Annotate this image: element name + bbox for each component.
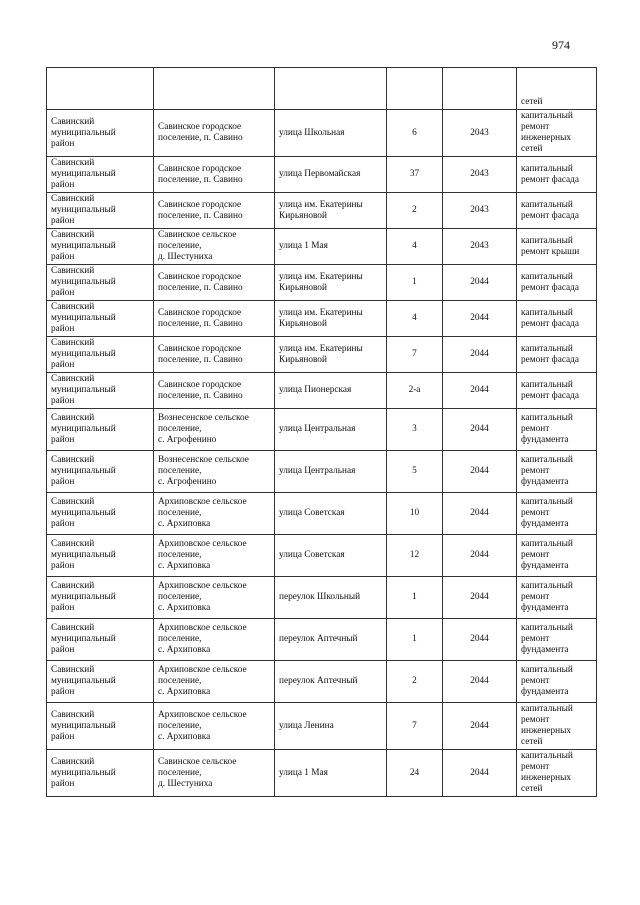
cell-work-type-line: капитальный	[521, 307, 573, 318]
cell-district-line: район	[51, 603, 75, 613]
cell-district-line: район	[51, 324, 75, 334]
cell-house-number: 10	[387, 493, 443, 535]
cell-district-line: муниципальный	[51, 169, 116, 179]
cell-street-line: улица им. Екатерины	[279, 343, 363, 354]
cell-district	[47, 577, 154, 619]
cell-settlement-line: Савинское сельское	[158, 756, 237, 767]
cell-settlement-line: Савинское городское	[158, 199, 242, 210]
cell-district-line: район	[51, 288, 75, 298]
cell-settlement	[154, 703, 275, 750]
cell-settlement-line: Савинское сельское	[158, 230, 237, 240]
cell-work-type-line: сетей	[521, 97, 543, 107]
cell-year: 2043	[443, 110, 517, 157]
cell-district-line: муниципальный	[51, 592, 116, 602]
cell-district-line: муниципальный	[51, 767, 116, 778]
cell-district-line: район	[51, 778, 75, 789]
table-row	[47, 68, 597, 110]
table-row	[47, 750, 597, 797]
cell-district-line: район	[51, 687, 75, 697]
table-row	[47, 409, 597, 451]
cell-district-line: муниципальный	[51, 205, 116, 215]
cell-street-line: улица им. Екатерины	[279, 307, 363, 318]
cell-street-line: улица Советская	[279, 508, 345, 518]
cell-district	[47, 661, 154, 703]
cell-settlement-line: поселение,	[158, 241, 202, 251]
cell-work-type-line: фундамента	[521, 645, 569, 655]
cell-district-line: Савинский	[51, 116, 95, 127]
cell-street	[275, 703, 387, 750]
cell-year: 2044	[443, 535, 517, 577]
cell-district-line: Савинский	[51, 158, 95, 168]
cell-district	[47, 535, 154, 577]
cell-settlement	[154, 451, 275, 493]
cell-settlement	[154, 157, 275, 193]
table-row	[47, 577, 597, 619]
cell-work-type-line: инженерных	[521, 133, 571, 143]
cell-settlement-line: Савинское городское	[158, 379, 242, 390]
cell-settlement	[154, 661, 275, 703]
cell-house-number: 2	[387, 193, 443, 229]
cell-district-line: муниципальный	[51, 508, 116, 518]
cell-settlement	[154, 68, 275, 110]
table-row	[47, 301, 597, 337]
cell-work-type-line: капитальный	[521, 235, 573, 246]
cell-work-type	[517, 409, 597, 451]
cell-street	[275, 451, 387, 493]
cell-work-type-line: капитальный	[521, 455, 573, 465]
cell-year: 2043	[443, 229, 517, 265]
cell-work-type-line: фундамента	[521, 687, 569, 697]
cell-year: 2044	[443, 451, 517, 493]
cell-settlement	[154, 265, 275, 301]
cell-district-line: Савинский	[51, 302, 95, 312]
cell-work-type-line: ремонт	[521, 466, 550, 476]
table-row	[47, 193, 597, 229]
cell-settlement-line: с. Архиповка	[158, 645, 211, 655]
cell-work-type-line: капитальный	[521, 704, 573, 714]
cell-work-type	[517, 750, 597, 797]
cell-settlement	[154, 193, 275, 229]
cell-street-line: переулок Школьный	[279, 592, 361, 602]
cell-year: 2044	[443, 493, 517, 535]
table-row	[47, 619, 597, 661]
cell-district-line: район	[51, 216, 75, 226]
cell-work-type	[517, 110, 597, 157]
cell-street-line: улица Центральная	[279, 466, 356, 476]
cell-settlement-line: Савинское городское	[158, 122, 242, 132]
cell-house-number: 1	[387, 577, 443, 619]
cell-street-line: улица им. Екатерины	[279, 271, 363, 282]
cell-district-line: Савинский	[51, 756, 95, 767]
cell-work-type-line: ремонт	[521, 424, 550, 434]
cell-settlement	[154, 619, 275, 661]
cell-settlement-line: поселение,	[158, 592, 202, 602]
table-body	[47, 68, 597, 797]
cell-district-line: муниципальный	[51, 466, 116, 476]
cell-district-line: район	[51, 561, 75, 571]
cell-district-line: муниципальный	[51, 241, 116, 251]
cell-district-line: Савинский	[51, 455, 95, 465]
cell-district-line: район	[51, 252, 75, 262]
cell-district-line: Савинский	[51, 709, 95, 720]
cell-settlement-line: с. Архиповка	[158, 731, 211, 742]
cell-district	[47, 229, 154, 265]
cell-year: 2044	[443, 661, 517, 703]
cell-district	[47, 110, 154, 157]
cell-settlement-line: с. Агрофенино	[158, 435, 217, 445]
cell-work-type	[517, 229, 597, 265]
cell-work-type	[517, 619, 597, 661]
cell-year: 2044	[443, 577, 517, 619]
cell-settlement-line: Архиповское сельское	[158, 665, 247, 675]
cell-work-type-line: ремонт	[521, 634, 550, 644]
cell-settlement-line: Савинское городское	[158, 343, 242, 354]
cell-work-type-line: ремонт фасада	[521, 390, 580, 401]
cell-street-line: улица Первомайская	[279, 169, 361, 179]
cell-settlement-line: поселение,	[158, 720, 202, 731]
cell-settlement	[154, 535, 275, 577]
cell-street	[275, 493, 387, 535]
cell-work-type-line: капитальный	[521, 539, 573, 549]
cell-street-line: улица Школьная	[279, 127, 345, 138]
cell-street-line: переулок Аптечный	[279, 634, 358, 644]
cell-district-line: район	[51, 138, 75, 149]
cell-district	[47, 451, 154, 493]
cell-house-number: 7	[387, 337, 443, 373]
cell-work-type-line: сетей	[521, 144, 543, 154]
cell-district	[47, 157, 154, 193]
cell-district-line: муниципальный	[51, 313, 116, 323]
cell-work-type-line: капитальный	[521, 271, 573, 282]
cell-settlement-line: поселение, п. Савино	[158, 282, 243, 293]
cell-work-type	[517, 157, 597, 193]
cell-district-line: муниципальный	[51, 349, 116, 359]
cell-work-type-line: ремонт	[521, 550, 550, 560]
cell-district-line: Савинский	[51, 266, 95, 276]
cell-settlement-line: Вознесенское сельское	[158, 413, 249, 423]
cell-work-type	[517, 661, 597, 703]
cell-settlement-line: поселение, п. Савино	[158, 318, 243, 329]
cell-street	[275, 110, 387, 157]
cell-street-line: Кирьяновой	[279, 282, 327, 293]
cell-district-line: Савинский	[51, 374, 95, 384]
table-row	[47, 157, 597, 193]
table-row	[47, 535, 597, 577]
cell-work-type-line: капитальный	[521, 111, 573, 121]
cell-work-type-line: капитальный	[521, 665, 573, 675]
cell-work-type	[517, 451, 597, 493]
table-row	[47, 229, 597, 265]
cell-district	[47, 193, 154, 229]
cell-work-type	[517, 301, 597, 337]
cell-work-type-line: ремонт	[521, 592, 550, 602]
cell-street	[275, 265, 387, 301]
cell-work-type-line: капитальный	[521, 343, 573, 354]
cell-settlement-line: поселение,	[158, 634, 202, 644]
cell-district-line: муниципальный	[51, 277, 116, 287]
cell-year: 2044	[443, 373, 517, 409]
cell-settlement-line: поселение, п. Савино	[158, 210, 243, 221]
cell-street-line: улица Центральная	[279, 424, 356, 434]
cell-settlement	[154, 337, 275, 373]
cell-house-number: 37	[387, 157, 443, 193]
cell-work-type-line: ремонт	[521, 715, 550, 725]
cell-work-type-line: капитальный	[521, 379, 573, 390]
table-row	[47, 110, 597, 157]
cell-settlement	[154, 577, 275, 619]
cell-street-line: улица 1 Мая	[279, 241, 328, 251]
cell-settlement	[154, 229, 275, 265]
cell-settlement-line: поселение, п. Савино	[158, 174, 243, 185]
cell-district-line: Савинский	[51, 665, 95, 675]
table-row	[47, 661, 597, 703]
cell-district	[47, 301, 154, 337]
cell-settlement-line: с. Агрофенино	[158, 477, 217, 487]
cell-year: 2044	[443, 301, 517, 337]
cell-district-line: муниципальный	[51, 550, 116, 560]
cell-street	[275, 619, 387, 661]
cell-street-line: улица Пионерская	[279, 385, 352, 395]
cell-district-line: район	[51, 645, 75, 655]
cell-settlement-line: Архиповское сельское	[158, 581, 247, 591]
cell-settlement-line: Вознесенское сельское	[158, 455, 249, 465]
cell-street	[275, 750, 387, 797]
cell-street-line: улица им. Екатерины	[279, 199, 363, 210]
cell-settlement-line: с. Архиповка	[158, 603, 211, 613]
cell-district	[47, 68, 154, 110]
cell-district-line: район	[51, 519, 75, 529]
cell-year: 2044	[443, 337, 517, 373]
cell-settlement-line: Савинское городское	[158, 163, 242, 174]
cell-street	[275, 661, 387, 703]
cell-district-line: муниципальный	[51, 424, 116, 434]
cell-year: 2044	[443, 703, 517, 750]
table-row	[47, 451, 597, 493]
cell-house-number: 4	[387, 301, 443, 337]
cell-district-line: Савинский	[51, 623, 95, 633]
cell-work-type-line: ремонт фасада	[521, 282, 580, 293]
cell-district	[47, 337, 154, 373]
cell-settlement-line: д. Шестуниха	[158, 778, 213, 789]
cell-street	[275, 577, 387, 619]
cell-settlement-line: Архиповское сельское	[158, 709, 247, 720]
cell-year: 2044	[443, 750, 517, 797]
cell-year	[443, 68, 517, 110]
cell-work-type-line: сетей	[521, 737, 543, 747]
cell-work-type-line: фундамента	[521, 603, 569, 613]
page-number: 974	[552, 38, 570, 52]
cell-work-type	[517, 337, 597, 373]
cell-year: 2043	[443, 193, 517, 229]
cell-house-number: 3	[387, 409, 443, 451]
cell-settlement	[154, 301, 275, 337]
cell-district-line: муниципальный	[51, 127, 116, 138]
cell-street-line: улица 1 Мая	[279, 767, 328, 778]
cell-settlement	[154, 493, 275, 535]
cell-work-type	[517, 493, 597, 535]
cell-house-number: 5	[387, 451, 443, 493]
cell-work-type-line: капитальный	[521, 497, 573, 507]
cell-work-type-line: капитальный	[521, 581, 573, 591]
cell-settlement-line: с. Архиповка	[158, 561, 211, 571]
cell-work-type	[517, 703, 597, 750]
cell-settlement-line: д. Шестуниха	[158, 252, 213, 262]
cell-district-line: муниципальный	[51, 676, 116, 686]
cell-work-type	[517, 535, 597, 577]
cell-work-type-line: ремонт фасада	[521, 174, 580, 185]
cell-street	[275, 193, 387, 229]
cell-settlement-line: поселение,	[158, 466, 202, 476]
cell-settlement-line: с. Архиповка	[158, 687, 211, 697]
cell-house-number: 12	[387, 535, 443, 577]
cell-district	[47, 619, 154, 661]
cell-work-type-line: сетей	[521, 784, 543, 794]
cell-street	[275, 373, 387, 409]
cell-street	[275, 409, 387, 451]
table-row	[47, 265, 597, 301]
cell-district-line: район	[51, 396, 75, 406]
cell-district-line: Савинский	[51, 230, 95, 240]
cell-district-line: Савинский	[51, 338, 95, 348]
cell-work-type-line: капитальный	[521, 199, 573, 210]
cell-street	[275, 337, 387, 373]
cell-settlement	[154, 750, 275, 797]
table-row	[47, 337, 597, 373]
cell-work-type-line: ремонт фасада	[521, 210, 580, 221]
cell-work-type-line: фундамента	[521, 561, 569, 571]
cell-work-type-line: ремонт	[521, 762, 550, 772]
cell-house-number	[387, 68, 443, 110]
cell-work-type-line: ремонт фасада	[521, 318, 580, 329]
cell-work-type-line: ремонт фасада	[521, 354, 580, 365]
cell-work-type-line: ремонт	[521, 122, 550, 132]
cell-work-type	[517, 68, 597, 110]
cell-settlement	[154, 110, 275, 157]
cell-work-type-line: капитальный	[521, 623, 573, 633]
cell-district	[47, 373, 154, 409]
cell-street	[275, 68, 387, 110]
cell-settlement-line: поселение, п. Савино	[158, 133, 243, 143]
cell-street	[275, 157, 387, 193]
cell-settlement-line: поселение,	[158, 424, 202, 434]
cell-year: 2044	[443, 409, 517, 451]
cell-work-type	[517, 265, 597, 301]
cell-district-line: муниципальный	[51, 634, 116, 644]
cell-work-type-line: ремонт	[521, 508, 550, 518]
cell-district-line: муниципальный	[51, 385, 116, 395]
cell-house-number: 6	[387, 110, 443, 157]
cell-district-line: район	[51, 435, 75, 445]
cell-settlement-line: поселение,	[158, 767, 202, 778]
cell-settlement	[154, 409, 275, 451]
cell-year: 2044	[443, 619, 517, 661]
cell-work-type-line: фундамента	[521, 477, 569, 487]
cell-street-line: переулок Аптечный	[279, 676, 358, 686]
cell-district	[47, 750, 154, 797]
cell-settlement-line: Савинское городское	[158, 307, 242, 318]
cell-settlement	[154, 373, 275, 409]
cell-work-type	[517, 577, 597, 619]
cell-house-number: 2-а	[387, 373, 443, 409]
cell-district-line: Савинский	[51, 413, 95, 423]
cell-work-type-line: инженерных	[521, 726, 571, 736]
cell-settlement-line: поселение, п. Савино	[158, 354, 243, 365]
cell-settlement-line: поселение,	[158, 508, 202, 518]
cell-house-number: 1	[387, 619, 443, 661]
cell-street	[275, 301, 387, 337]
cell-district-line: район	[51, 360, 75, 370]
cell-house-number: 24	[387, 750, 443, 797]
cell-district	[47, 703, 154, 750]
cell-house-number: 1	[387, 265, 443, 301]
cell-district-line: муниципальный	[51, 720, 116, 731]
cell-district	[47, 493, 154, 535]
cell-settlement-line: Архиповское сельское	[158, 539, 247, 549]
cell-house-number: 2	[387, 661, 443, 703]
cell-settlement-line: Савинское городское	[158, 271, 242, 282]
cell-house-number: 4	[387, 229, 443, 265]
cell-district-line: Савинский	[51, 194, 95, 204]
cell-settlement-line: поселение,	[158, 676, 202, 686]
cell-street	[275, 535, 387, 577]
cell-street-line: Кирьяновой	[279, 354, 327, 365]
cell-settlement-line: Архиповское сельское	[158, 623, 247, 633]
cell-work-type	[517, 193, 597, 229]
cell-settlement-line: с. Архиповка	[158, 519, 211, 529]
cell-district-line: Савинский	[51, 581, 95, 591]
cell-house-number: 7	[387, 703, 443, 750]
cell-district	[47, 265, 154, 301]
cell-work-type	[517, 373, 597, 409]
cell-work-type-line: капитальный	[521, 751, 573, 761]
cell-work-type-line: фундамента	[521, 435, 569, 445]
cell-year: 2043	[443, 157, 517, 193]
cell-work-type-line: ремонт крыши	[521, 246, 580, 257]
cell-district	[47, 409, 154, 451]
cell-work-type-line: фундамента	[521, 519, 569, 529]
cell-street-line: улица Советская	[279, 550, 345, 560]
cell-work-type-line: капитальный	[521, 413, 573, 423]
table-row	[47, 373, 597, 409]
cell-settlement-line: поселение,	[158, 550, 202, 560]
repair-schedule-table	[46, 67, 597, 797]
cell-work-type-line: инженерных	[521, 773, 571, 783]
cell-street-line: улица Ленина	[279, 720, 334, 731]
table-row	[47, 493, 597, 535]
cell-work-type-line: капитальный	[521, 163, 573, 174]
cell-district-line: Савинский	[51, 497, 95, 507]
cell-district-line: Савинский	[51, 539, 95, 549]
cell-settlement-line: поселение, п. Савино	[158, 390, 243, 401]
cell-district-line: район	[51, 180, 75, 190]
cell-work-type-line: ремонт	[521, 676, 550, 686]
cell-street-line: Кирьяновой	[279, 210, 327, 221]
cell-year: 2044	[443, 265, 517, 301]
cell-district-line: район	[51, 731, 75, 742]
cell-settlement-line: Архиповское сельское	[158, 497, 247, 507]
cell-district-line: район	[51, 477, 75, 487]
cell-street	[275, 229, 387, 265]
cell-street-line: Кирьяновой	[279, 318, 327, 329]
table-row	[47, 703, 597, 750]
